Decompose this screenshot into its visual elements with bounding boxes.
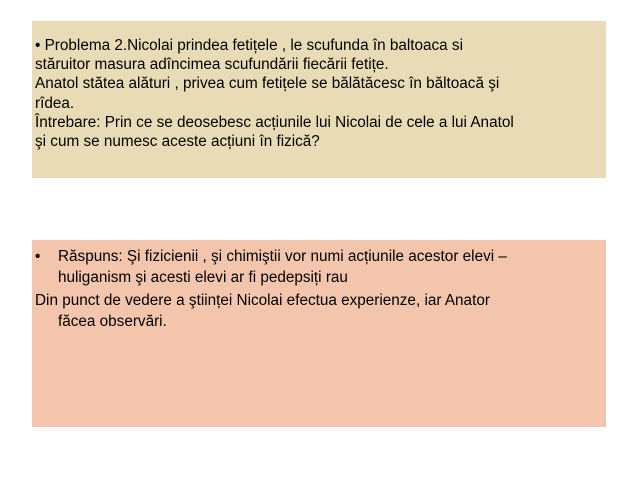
problem-line-4: rîdea. <box>35 94 75 112</box>
answer-paragraph-line-1: Din punct de vedere a ştiinței Nicolai efectua experienze, iar Anator <box>35 292 490 309</box>
problem-line-1: • Problema 2.Nicolai prindea fetițele , le scufunda în baltoaca si <box>35 37 463 54</box>
problem-line-6: şi cum se numesc aceste acțiuni în fizică? <box>35 133 320 151</box>
answer-bullet-line-1: Răspuns: Şi fizicienii , şi chimiştii vor numi acțiunile acestor elevi – <box>58 248 507 265</box>
problem-line-5: Întrebare: Prin ce se deosebesc acțiunile lui Nicolai de cele a lui Anatol <box>35 113 514 131</box>
answer-box <box>32 240 606 427</box>
problem-box <box>32 21 606 178</box>
answer-bullet-item <box>35 247 602 268</box>
bullet-icon: • <box>35 248 41 265</box>
problem-line-2: stăruitor masura adîncimea scufundării fiecării fetițe. <box>35 56 389 74</box>
problem-line-3: Anatol stătea alături , privea cum fetițele se bălătăcesc în băltoacă şi <box>35 75 500 93</box>
answer-paragraph-line-2: făcea observări. <box>58 312 167 330</box>
answer-bullet-line-2: huliganism şi acesti elevi ar fi pedepsiți rau <box>58 268 348 286</box>
